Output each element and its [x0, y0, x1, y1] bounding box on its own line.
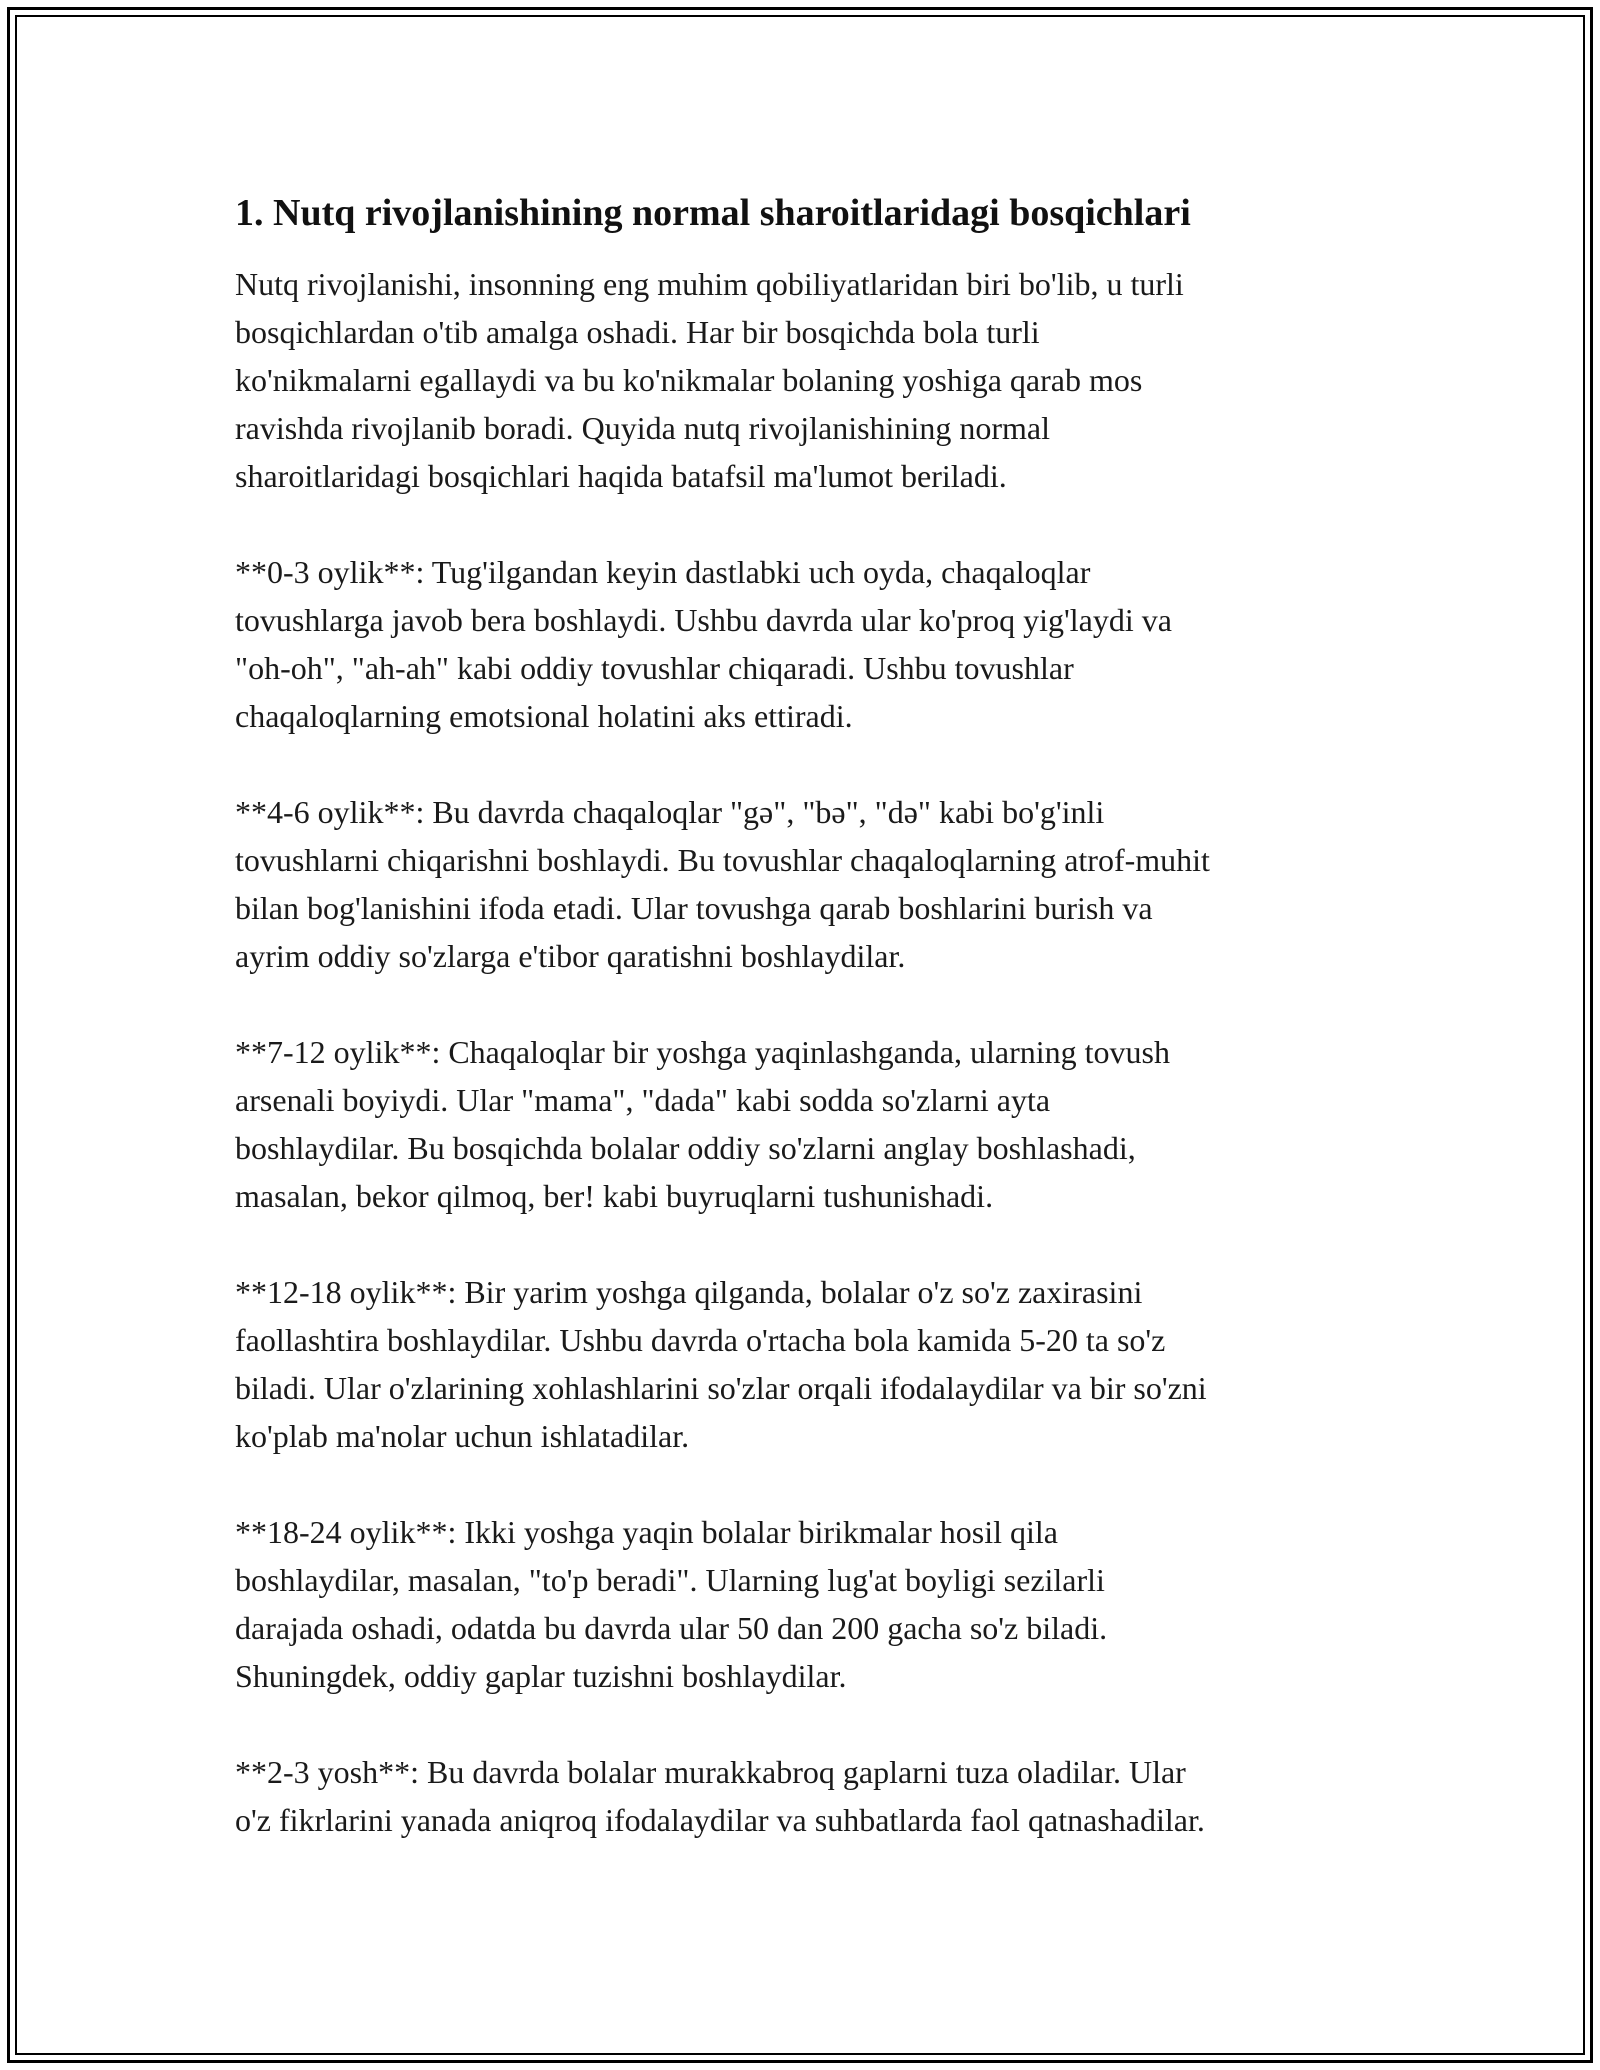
text-line: "oh-oh", "ah-ah" kabi oddiy tovushlar chiqaradi. Ushbu tovushlar	[235, 650, 1074, 686]
text-line: Shuningdek, oddiy gaplar tuzishni boshlaydilar.	[235, 1658, 847, 1694]
stage-paragraph-18-24-months	[235, 1508, 1365, 1700]
text-line: **7-12 oylik**: Chaqaloqlar bir yoshga yaqinlashganda, ularning tovush	[235, 1034, 1170, 1070]
stage-paragraph-7-12-months	[235, 1028, 1365, 1220]
stage-paragraph-4-6-months	[235, 788, 1365, 980]
text-line: **2-3 yosh**: Bu davrda bolalar murakkabroq gaplarni tuza oladilar. Ular	[235, 1754, 1186, 1790]
text-line: arsenali boyiydi. Ular "mama", "dada" kabi sodda so'zlarni ayta	[235, 1082, 1051, 1118]
stage-paragraph-2-3-years	[235, 1748, 1365, 1844]
text-line: **18-24 oylik**: Ikki yoshga yaqin bolalar birikmalar hosil qila	[235, 1514, 1058, 1550]
text-line: tovushlarni chiqarishni boshlaydi. Bu tovushlar chaqaloqlarning atrof-muhit	[235, 842, 1210, 878]
text-line: ravishda rivojlanib boradi. Quyida nutq rivojlanishining normal	[235, 410, 1050, 446]
text-line: boshlaydilar, masalan, "to'p beradi". Ularning lug'at boyligi sezilarli	[235, 1562, 1105, 1598]
text-line: chaqaloqlarning emotsional holatini aks ettiradi.	[235, 698, 853, 734]
text-line: bilan bog'lanishini ifoda etadi. Ular tovushga qarab boshlarini burish va	[235, 890, 1153, 926]
document-body	[235, 188, 1365, 1844]
text-line: tovushlarga javob bera boshlaydi. Ushbu davrda ular ko'proq yig'laydi va	[235, 602, 1172, 638]
text-line: **0-3 oylik**: Tug'ilgandan keyin dastlabki uch oyda, chaqaloqlar	[235, 554, 1091, 590]
stage-paragraph-0-3-months	[235, 548, 1365, 740]
text-line: biladi. Ular o'zlarining xohlashlarini so'zlar orqali ifodalaydilar va bir so'zni	[235, 1370, 1207, 1406]
stage-paragraph-12-18-months	[235, 1268, 1365, 1460]
text-line: ayrim oddiy so'zlarga e'tibor qaratishni boshlaydilar.	[235, 938, 906, 974]
text-line: sharoitlaridagi bosqichlari haqida batafsil ma'lumot beriladi.	[235, 458, 1007, 494]
text-line: ko'nikmalarni egallaydi va bu ko'nikmalar bolaning yoshiga qarab mos	[235, 362, 1143, 398]
intro-paragraph	[235, 260, 1365, 500]
document-title: 1. Nutq rivojlanishining normal sharoitlaridagi bosqichlari	[235, 192, 1191, 234]
text-line: masalan, bekor qilmoq, ber! kabi buyruqlarni tushunishadi.	[235, 1178, 994, 1214]
text-line: **12-18 oylik**: Bir yarim yoshga qilganda, bolalar o'z so'z zaxirasini	[235, 1274, 1143, 1310]
text-line: faollashtira boshlaydilar. Ushbu davrda o'rtacha bola kamida 5-20 ta so'z	[235, 1322, 1166, 1358]
text-line: boshlaydilar. Bu bosqichda bolalar oddiy so'zlarni anglay boshlashadi,	[235, 1130, 1136, 1166]
text-line: **4-6 oylik**: Bu davrda chaqaloqlar "gə", "bə", "də" kabi bo'g'inli	[235, 794, 1105, 830]
text-line: darajada oshadi, odatda bu davrda ular 50 dan 200 gacha so'z biladi.	[235, 1610, 1108, 1646]
text-line: bosqichlardan o'tib amalga oshadi. Har bir bosqichda bola turli	[235, 314, 1040, 350]
text-line: Nutq rivojlanishi, insonning eng muhim qobiliyatlaridan biri bo'lib, u turli	[235, 266, 1184, 302]
text-line: o'z fikrlarini yanada aniqroq ifodalaydilar va suhbatlarda faol qatnashadilar.	[235, 1802, 1205, 1838]
text-line: ko'plab ma'nolar uchun ishlatadilar.	[235, 1418, 690, 1454]
